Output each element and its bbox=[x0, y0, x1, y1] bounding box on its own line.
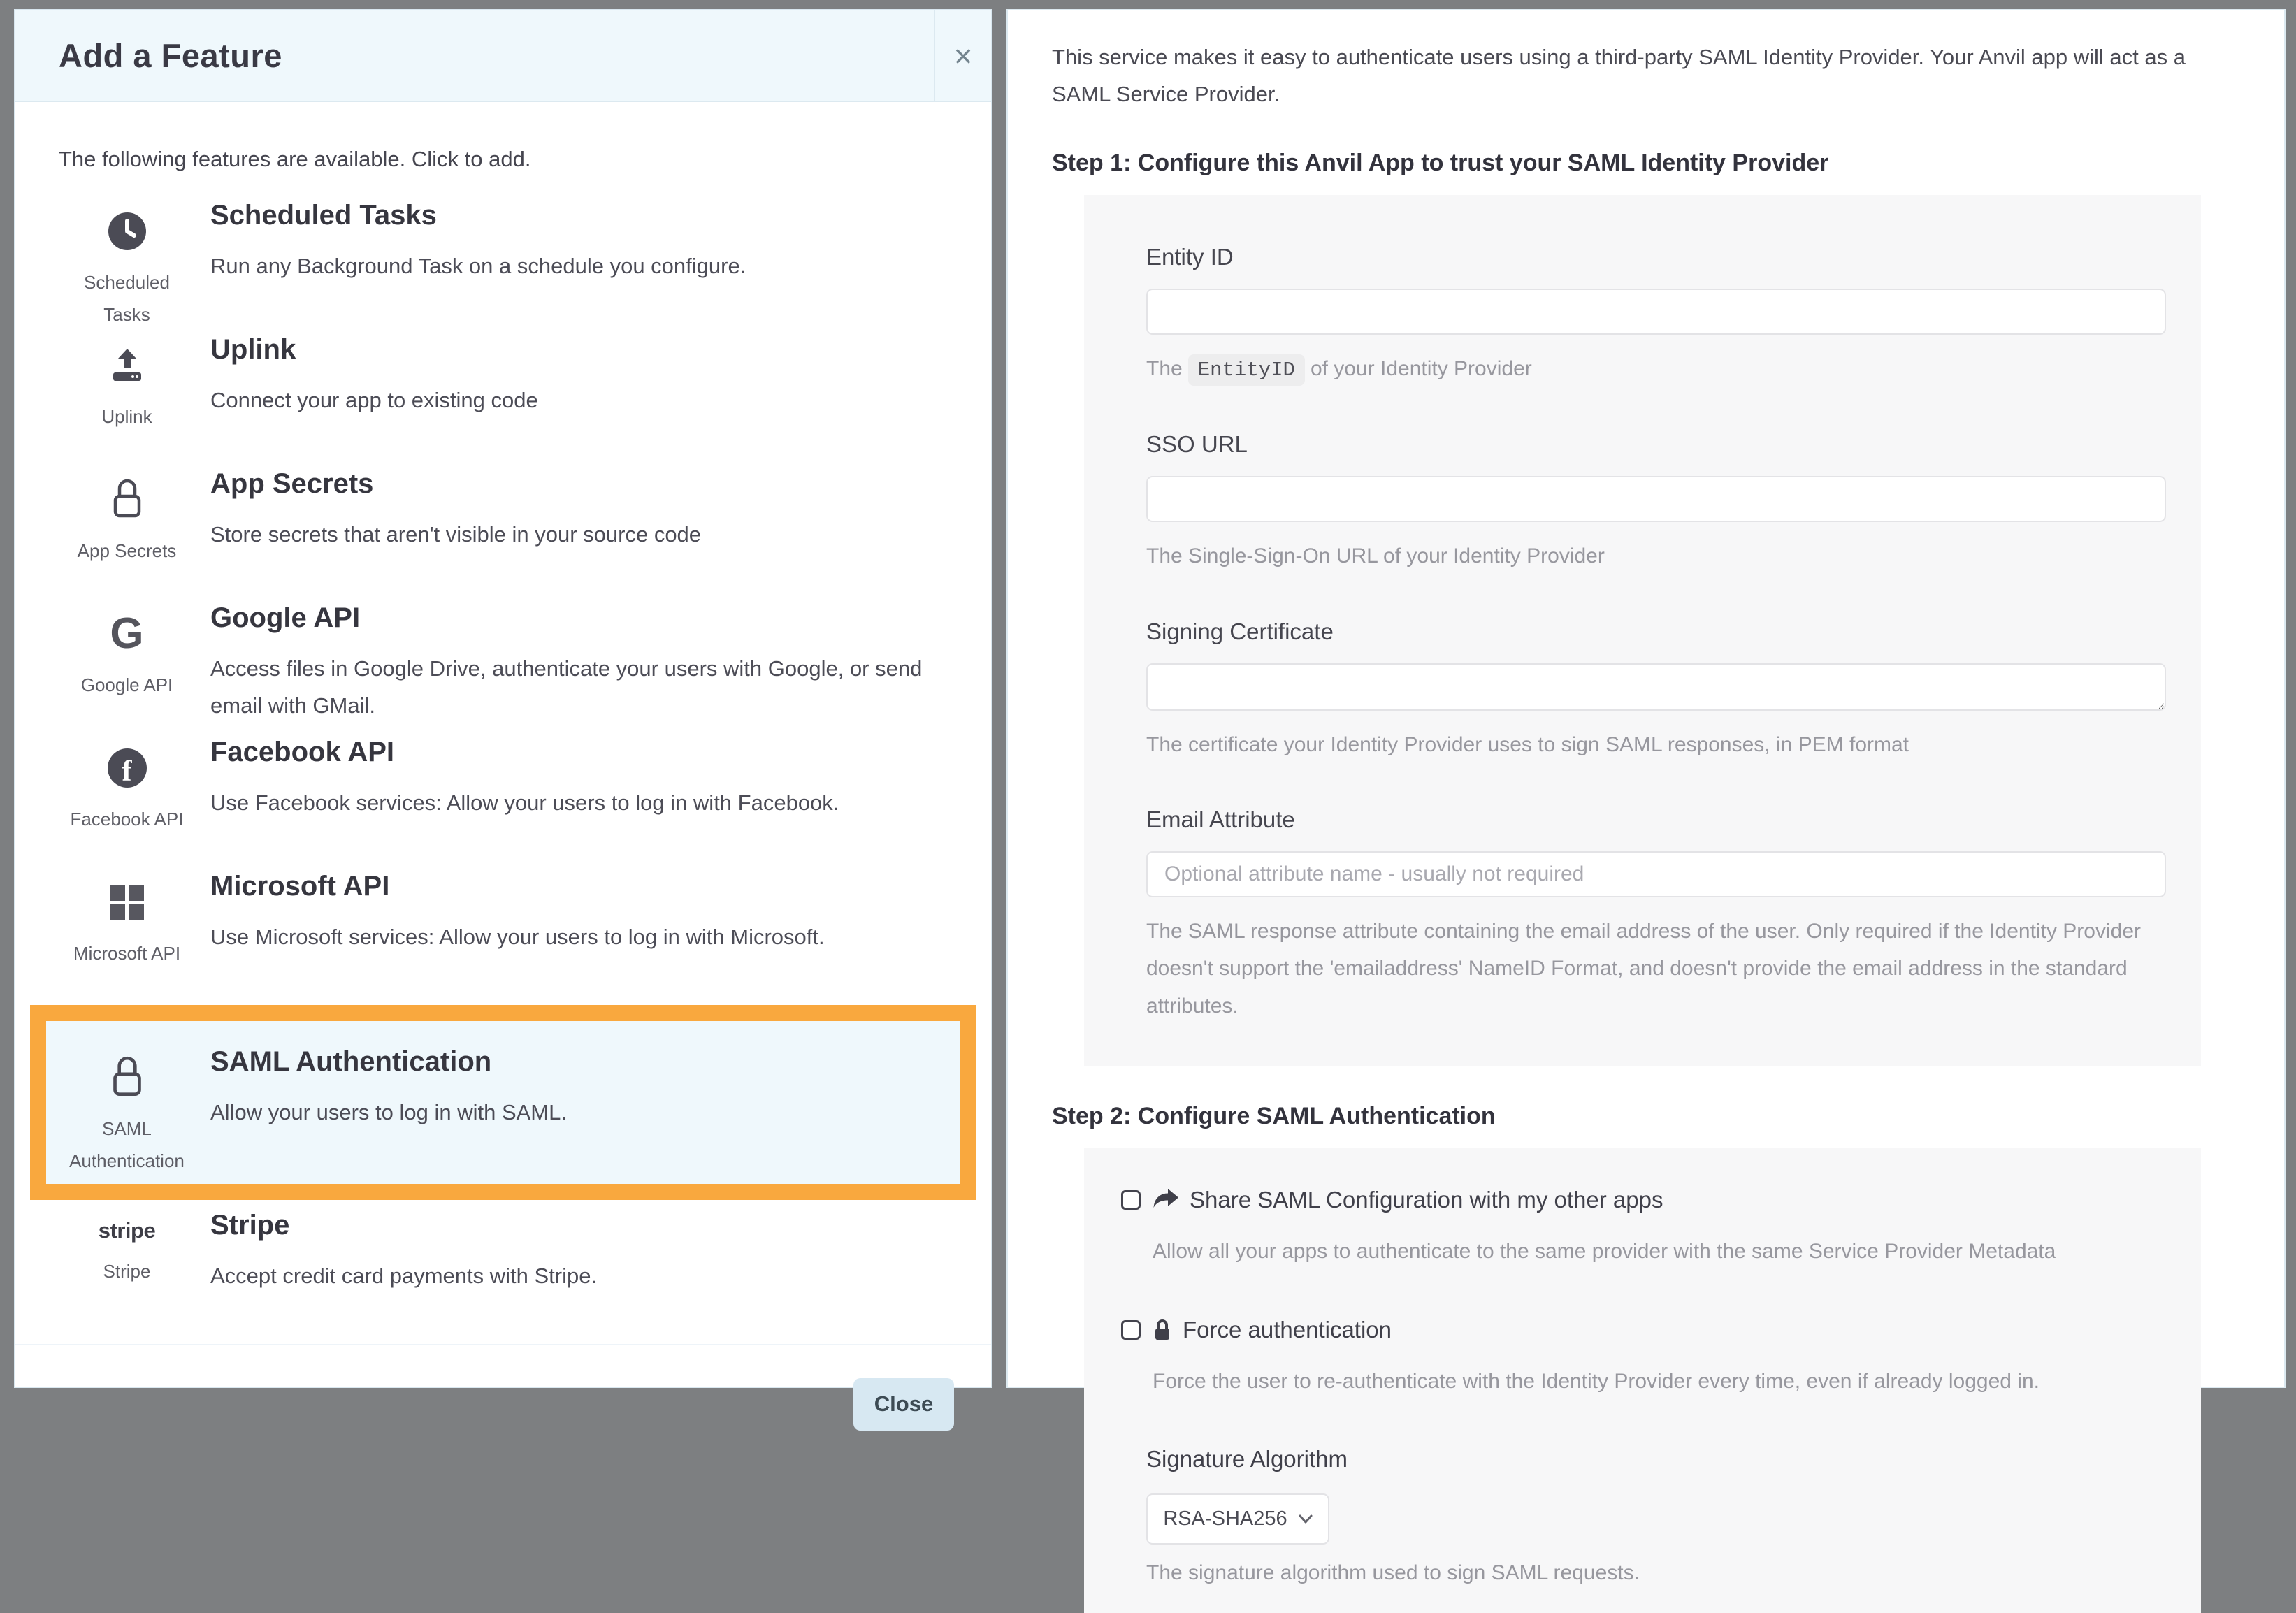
feature-row-saml-authentication[interactable] bbox=[46, 1021, 960, 1184]
step1-heading: Step 1: Configure this Anvil App to trust your SAML Identity Provider bbox=[1052, 149, 1829, 176]
feature-icon-label: Scheduled Tasks bbox=[84, 272, 170, 325]
add-feature-modal bbox=[14, 9, 992, 1416]
feature-icon-label: SAML Authentication bbox=[69, 1118, 185, 1171]
sso-url-field-group bbox=[1146, 431, 2166, 574]
email-attribute-field-group bbox=[1146, 806, 2166, 1025]
entity-id-code-chip: EntityID bbox=[1188, 354, 1305, 386]
feature-description: Accept credit card payments with Stripe. bbox=[210, 1264, 598, 1288]
feature-icon-label: Uplink bbox=[101, 406, 152, 427]
feature-description: Allow your users to log in with SAML. bbox=[210, 1100, 567, 1124]
share-saml-row bbox=[1121, 1187, 2166, 1213]
chevron-down-icon bbox=[1299, 1514, 1313, 1524]
feature-icon-label: Facebook API bbox=[70, 809, 184, 830]
feature-description: Use Facebook services: Allow your users to log in with Facebook. bbox=[210, 790, 839, 815]
force-auth-help: Force the user to re-authenticate with the Identity Provider every time, even if already logged in. bbox=[1153, 1369, 2039, 1393]
microsoft-icon bbox=[110, 876, 144, 928]
feature-row-microsoft-api[interactable] bbox=[59, 871, 948, 1005]
feature-description: Connect your app to existing code bbox=[210, 388, 538, 412]
step2-card bbox=[1084, 1148, 2201, 1613]
stripe-wordmark: stripe bbox=[98, 1218, 156, 1243]
feature-title: Uplink bbox=[210, 334, 296, 365]
modal-body bbox=[15, 102, 991, 1344]
sso-url-label: SSO URL bbox=[1146, 431, 1248, 458]
feature-title: Microsoft API bbox=[210, 871, 390, 902]
signing-certificate-help: The certificate your Identity Provider uses to sign SAML responses, in PEM format bbox=[1146, 732, 1909, 756]
modal-intro-text: The following features are available. Click to add. bbox=[59, 147, 531, 171]
saml-highlight-border bbox=[30, 1005, 976, 1200]
entity-id-field-group bbox=[1146, 244, 2166, 389]
feature-icon-label: App Secrets bbox=[77, 540, 177, 561]
feature-title: Stripe bbox=[210, 1210, 290, 1241]
sso-url-help: The Single-Sign-On URL of your Identity Provider bbox=[1146, 544, 1605, 568]
share-saml-checkbox[interactable] bbox=[1121, 1190, 1141, 1210]
feature-row-facebook-api[interactable] bbox=[59, 737, 948, 871]
step1-card bbox=[1084, 195, 2201, 1067]
email-attribute-help: The SAML response attribute containing the email address of the user. Only required if the Identity Provider doesn't support the 'emailaddress' NameID Format, and doesn't provide the email address in the standard attributes. bbox=[1146, 920, 2141, 1018]
upload-icon bbox=[108, 340, 147, 391]
signature-algorithm-help: The signature algorithm used to sign SAML requests. bbox=[1146, 1561, 1640, 1584]
feature-title: Facebook API bbox=[210, 737, 395, 767]
signing-certificate-textarea[interactable] bbox=[1146, 663, 2166, 711]
email-attribute-input[interactable] bbox=[1146, 851, 2166, 897]
signature-algorithm-select[interactable] bbox=[1146, 1493, 1329, 1545]
lock-outline-icon bbox=[106, 474, 148, 526]
feature-row-google-api[interactable] bbox=[59, 602, 948, 737]
feature-row-scheduled-tasks[interactable] bbox=[59, 200, 948, 334]
feature-description: Use Microsoft services: Allow your users to log in with Microsoft. bbox=[210, 925, 825, 949]
modal-footer bbox=[15, 1344, 991, 1463]
email-attribute-label: Email Attribute bbox=[1146, 806, 1295, 833]
service-description: This service makes it easy to authenticate users using a third-party SAML Identity Provider. Your Anvil app will act as a SAML Service Provider. bbox=[1052, 45, 2186, 107]
entity-id-input[interactable] bbox=[1146, 289, 2166, 335]
signature-algorithm-value: RSA-SHA256 bbox=[1163, 1507, 1287, 1530]
facebook-icon: f bbox=[108, 742, 147, 794]
signing-certificate-field-group bbox=[1146, 619, 2166, 763]
force-auth-checkbox[interactable] bbox=[1121, 1320, 1141, 1340]
sso-url-input[interactable] bbox=[1146, 476, 2166, 522]
entity-id-label: Entity ID bbox=[1146, 243, 1234, 270]
modal-header bbox=[15, 10, 991, 102]
feature-title: Scheduled Tasks bbox=[210, 200, 437, 231]
force-auth-row bbox=[1121, 1317, 2166, 1343]
feature-icon-label: Google API bbox=[80, 674, 173, 695]
saml-service-panel bbox=[1006, 9, 2286, 1584]
lock-outline-icon bbox=[106, 1052, 149, 1104]
lock-filled-icon bbox=[1153, 1318, 1172, 1342]
feature-row-uplink[interactable] bbox=[59, 334, 948, 468]
signature-algorithm-group bbox=[1146, 1446, 2166, 1585]
feature-row-app-secrets[interactable] bbox=[59, 468, 948, 602]
force-auth-label-wrap bbox=[1153, 1317, 1392, 1343]
entity-id-help: The EntityID of your Identity Provider bbox=[1146, 350, 2166, 389]
feature-row-stripe[interactable] bbox=[59, 1210, 948, 1344]
signature-algorithm-label: Signature Algorithm bbox=[1146, 1445, 1348, 1472]
close-icon[interactable]: × bbox=[934, 10, 991, 101]
feature-icon-label: Microsoft API bbox=[73, 943, 181, 964]
feature-icon-label: Stripe bbox=[103, 1261, 151, 1282]
force-auth-label: Force authentication bbox=[1183, 1316, 1392, 1343]
share-saml-label: Share SAML Configuration with my other apps bbox=[1190, 1187, 1663, 1213]
share-icon bbox=[1153, 1188, 1179, 1212]
modal-title: Add a Feature bbox=[59, 37, 282, 74]
step2-heading: Step 2: Configure SAML Authentication bbox=[1052, 1103, 1496, 1130]
signing-certificate-label: Signing Certificate bbox=[1146, 618, 1334, 644]
feature-description: Store secrets that aren't visible in your source code bbox=[210, 522, 702, 547]
feature-description: Run any Background Task on a schedule you configure. bbox=[210, 254, 746, 278]
clock-icon bbox=[107, 205, 147, 257]
feature-title: SAML Authentication bbox=[210, 1046, 492, 1077]
feature-description: Access files in Google Drive, authenticate your users with Google, or send email with GMail. bbox=[210, 656, 923, 718]
google-g-icon: G bbox=[110, 609, 144, 658]
feature-title: Google API bbox=[210, 602, 361, 633]
feature-title: App Secrets bbox=[210, 468, 374, 499]
close-button[interactable]: Close bbox=[853, 1378, 954, 1431]
share-saml-label-wrap bbox=[1153, 1187, 1663, 1213]
share-saml-help: Allow all your apps to authenticate to the same provider with the same Service Provider Metadata bbox=[1153, 1240, 2056, 1264]
